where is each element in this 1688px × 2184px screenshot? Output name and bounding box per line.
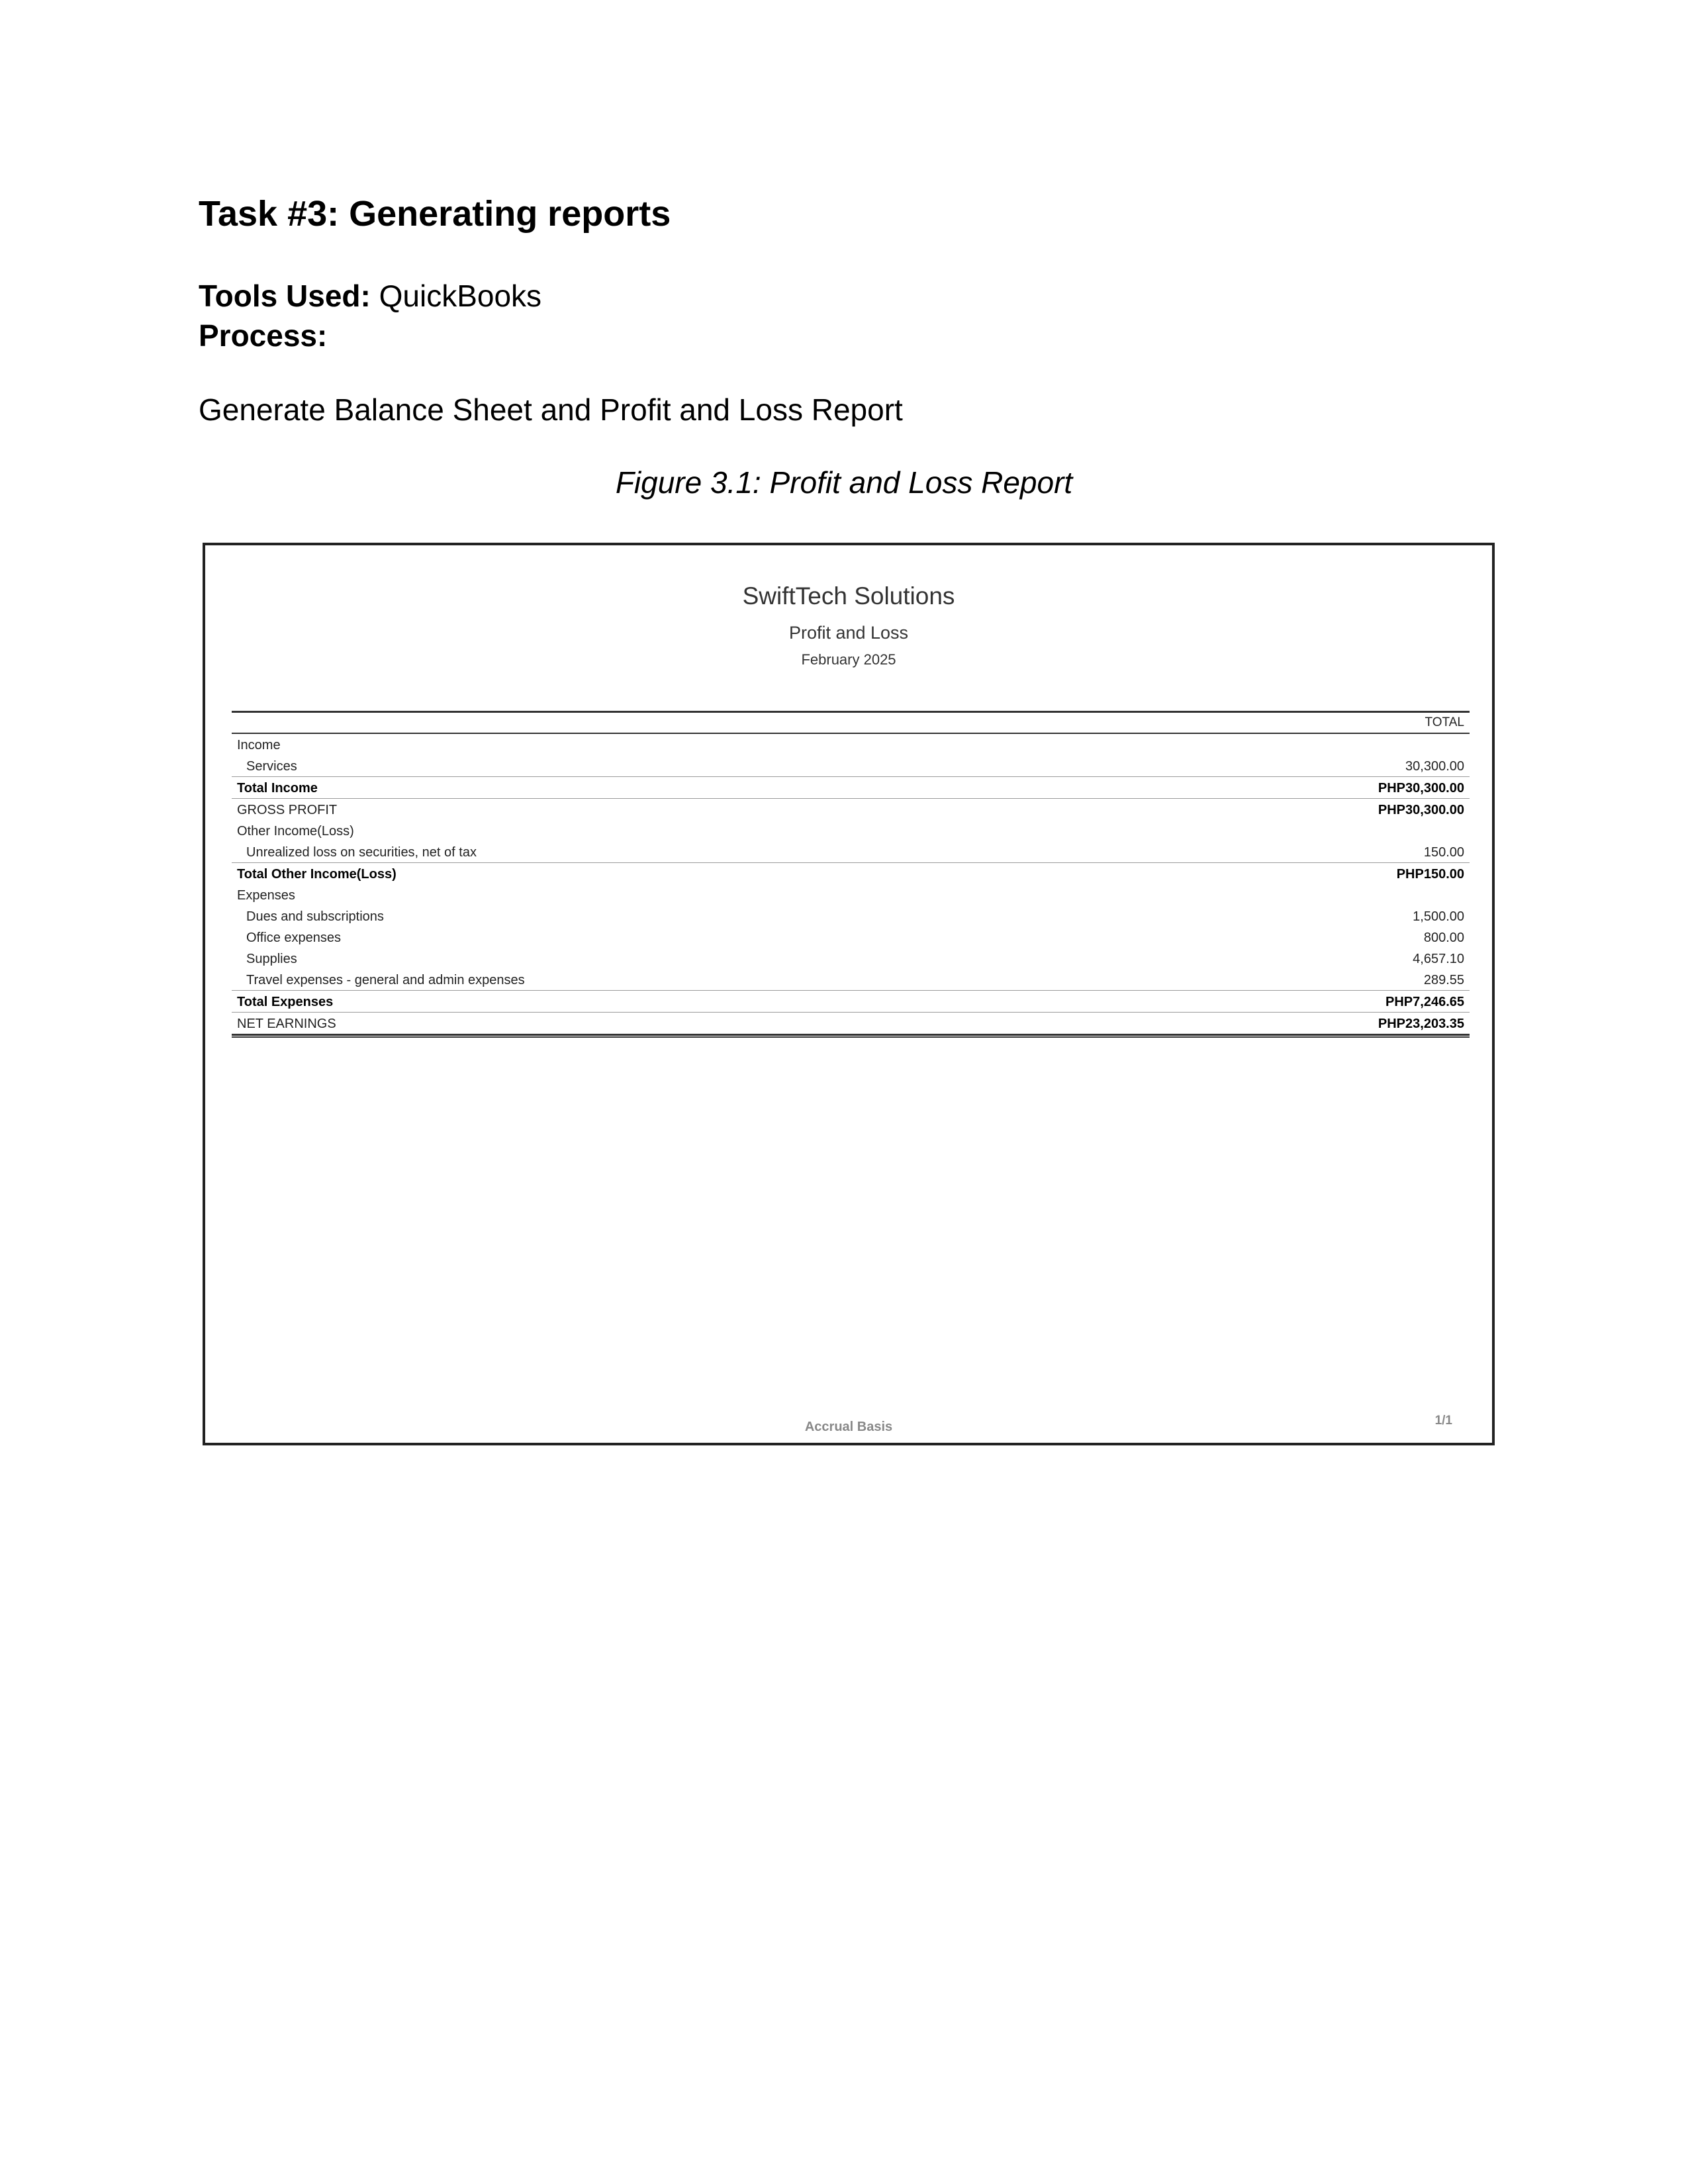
table-row-total-expenses (232, 991, 1470, 1013)
table-row-other-income-section (232, 820, 1470, 841)
tools-used-value: QuickBooks (379, 279, 542, 313)
row-label: Total Income (237, 781, 318, 796)
row-amount: PHP23,203.35 (1378, 1017, 1464, 1031)
table-row-services (232, 755, 1470, 777)
row-amount: PHP150.00 (1396, 867, 1464, 882)
row-amount: 800.00 (1423, 931, 1464, 945)
row-label: Unrealized loss on securities, net of tax (246, 845, 477, 860)
row-label: Dues and subscriptions (246, 909, 384, 924)
process-description: Generate Balance Sheet and Profit and Loss Report (199, 392, 903, 427)
row-label: GROSS PROFIT (237, 803, 338, 817)
row-amount: PHP30,300.00 (1378, 803, 1464, 817)
row-amount: PHP7,246.65 (1385, 995, 1464, 1009)
row-label: Total Expenses (237, 995, 334, 1009)
table-double-rule (232, 1034, 1470, 1038)
row-label: Services (246, 759, 297, 774)
row-label: Supplies (246, 952, 297, 966)
row-amount: 150.00 (1423, 845, 1464, 860)
row-label: Office expenses (246, 931, 342, 945)
table-row-unrealized-loss (232, 841, 1470, 863)
table-row-office-expenses (232, 927, 1470, 948)
table-row-supplies (232, 948, 1470, 969)
row-label: Income (237, 738, 281, 752)
process-label: Process: (199, 318, 328, 353)
row-amount: 4,657.10 (1413, 952, 1464, 966)
report-table (232, 711, 1470, 1038)
figure-caption: Figure 3.1: Profit and Loss Report (615, 465, 1073, 500)
table-row-total-other-income (232, 863, 1470, 884)
table-row-dues-subscriptions (232, 905, 1470, 927)
table-row-total-income (232, 777, 1470, 799)
report-footer-basis: Accrual Basis (804, 1420, 893, 1434)
report-page-number: 1/1 (1434, 1414, 1452, 1428)
table-row-gross-profit (232, 799, 1470, 820)
profit-loss-report-image (203, 543, 1495, 1445)
table-row-travel-expenses (232, 969, 1470, 991)
report-period: February 2025 (801, 651, 896, 668)
task-title: Task #3: Generating reports (199, 194, 671, 234)
row-label: Travel expenses - general and admin expenses (246, 973, 525, 987)
table-row-expenses-section (232, 884, 1470, 905)
row-label: NET EARNINGS (237, 1017, 336, 1031)
report-title: Profit and Loss (788, 623, 909, 643)
table-row-income-section (232, 734, 1470, 755)
row-label: Other Income(Loss) (237, 824, 354, 839)
column-header-total: TOTAL (1425, 715, 1464, 729)
row-amount: 1,500.00 (1413, 909, 1464, 924)
tools-used-line (199, 281, 541, 311)
tools-used-label: Tools Used: (199, 279, 371, 313)
table-row-net-earnings (232, 1013, 1470, 1034)
row-label: Total Other Income(Loss) (237, 867, 397, 882)
table-header-row (232, 713, 1470, 734)
row-label: Expenses (237, 888, 295, 903)
row-amount: PHP30,300.00 (1378, 781, 1464, 796)
report-company-name: SwiftTech Solutions (742, 582, 955, 610)
row-amount: 30,300.00 (1405, 759, 1464, 774)
row-amount: 289.55 (1423, 973, 1464, 987)
